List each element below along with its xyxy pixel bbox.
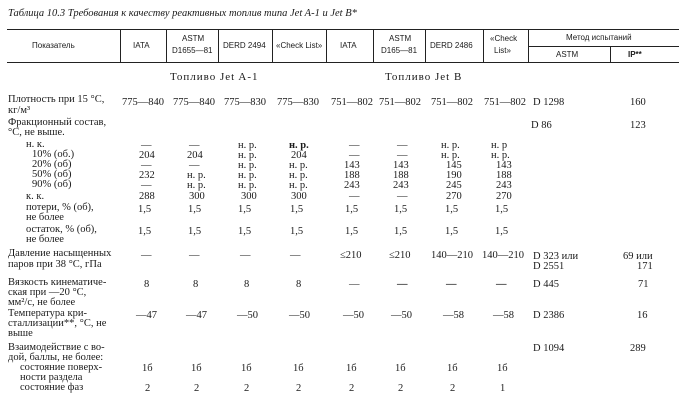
method-ip-water: 289 <box>630 343 646 354</box>
table-cell: — <box>496 279 507 290</box>
table-cell: 8 <box>144 279 150 290</box>
table-cell: н. р. <box>238 180 257 191</box>
table-cell: 751—802 <box>484 97 526 108</box>
table-cell: 190 <box>446 170 462 181</box>
table-cell: 232 <box>139 170 155 181</box>
table-cell: — <box>189 140 200 151</box>
table-cell: 204 <box>187 150 203 161</box>
method-ip-visc: 71 <box>638 279 649 290</box>
table-cell: —50 <box>237 310 258 321</box>
table-cell: 751—802 <box>431 97 473 108</box>
table-cell: 1б <box>346 363 357 374</box>
table-cell: 1,5 <box>345 226 359 237</box>
table-cell: 1б <box>395 363 406 374</box>
table-cell: 145 <box>446 160 462 171</box>
table-cell: 2 <box>450 383 456 394</box>
label-vapor-pressure: Давление насыщенных <box>8 248 112 259</box>
label-10pct: 10% (об.) <box>32 149 75 160</box>
table-cell: 1,5 <box>290 204 304 215</box>
header-divider <box>610 46 611 63</box>
method-ip-vp-2: 171 <box>637 261 653 272</box>
table-caption: Таблица 10.3 Требования к качеству реактивных топлив типа Jet A-1 и Jet B* <box>8 8 357 19</box>
table-cell: 2 <box>349 383 355 394</box>
table-cell: — <box>397 150 408 161</box>
label-fractional: Фракционный состав, <box>8 117 107 128</box>
table-cell: 300 <box>291 191 307 202</box>
table-cell: ≤210 <box>389 250 411 261</box>
table-cell: 300 <box>241 191 257 202</box>
table-cell: 300 <box>189 191 205 202</box>
label-water-2: дой, баллы, не более: <box>8 352 104 363</box>
table-cell: 270 <box>496 191 512 202</box>
table-cell: н. р. <box>289 140 309 151</box>
table-cell: — <box>349 140 360 151</box>
col-header-test-method: Метод испытаний <box>566 33 632 42</box>
method-astm-vp-1: D 323 или <box>533 251 579 262</box>
header-bottom-rule <box>7 62 679 63</box>
table-cell: 1,5 <box>495 226 509 237</box>
table-cell: —50 <box>289 310 310 321</box>
table-cell: н. р. <box>441 150 460 161</box>
table-cell: 143 <box>496 160 512 171</box>
table-cell: 2 <box>244 383 250 394</box>
table-cell: 1,5 <box>188 204 202 215</box>
table-cell: н. р. <box>238 160 257 171</box>
method-ip-vp-1: 69 или <box>623 251 653 262</box>
table-cell: 2 <box>194 383 200 394</box>
table-cell: 1,5 <box>238 226 252 237</box>
table-cell: 140—210 <box>431 250 473 261</box>
header-divider <box>528 29 529 63</box>
table-cell: н. р. <box>491 150 510 161</box>
table-cell: — <box>189 250 200 261</box>
col-header-astm: ASTM <box>182 34 205 43</box>
table-cell: — <box>349 279 360 290</box>
table-cell: — <box>349 191 360 202</box>
table-cell: 188 <box>344 170 360 181</box>
table-cell: —47 <box>136 310 157 321</box>
table-cell: 1,5 <box>238 204 252 215</box>
table-cell: — <box>141 180 152 191</box>
table-cell: — <box>397 140 408 151</box>
col-header-astm-b: ASTM <box>389 34 412 43</box>
table-cell: 243 <box>344 180 360 191</box>
table-cell: — <box>397 191 408 202</box>
table-cell: 270 <box>446 191 462 202</box>
method-astm-density: D 1298 <box>533 97 565 108</box>
table-cell: 1,5 <box>138 226 152 237</box>
col-header-method-ip: IP** <box>628 50 642 59</box>
table-cell: 1,5 <box>445 204 459 215</box>
table-cell: 143 <box>393 160 409 171</box>
header-divider <box>272 29 273 63</box>
label-viscosity: Вязкость кинематиче- <box>8 277 107 288</box>
method-astm-frac: D 86 <box>531 120 552 131</box>
table-cell: 204 <box>291 150 307 161</box>
table-cell: 1,5 <box>394 226 408 237</box>
table-cell: — <box>349 150 360 161</box>
header-divider <box>218 29 219 63</box>
table-cell: 2 <box>296 383 302 394</box>
table-cell: 143 <box>344 160 360 171</box>
col-header-check: «Check <box>490 34 518 43</box>
table-cell: 1,5 <box>394 204 408 215</box>
header-divider <box>120 29 121 63</box>
table-cell: 1,5 <box>290 226 304 237</box>
table-cell: 775—830 <box>224 97 266 108</box>
label-viscosity-2: ская при —20 °С, <box>8 287 87 298</box>
label-loss: потери, % (об), <box>26 202 94 213</box>
table-cell: 2 <box>398 383 404 394</box>
label-residue: остаток, % (об), <box>26 224 97 235</box>
table-cell: 288 <box>139 191 155 202</box>
method-ip-frac: 123 <box>630 120 646 131</box>
table-cell: н. р. <box>187 170 206 181</box>
label-density: Плотность при 15 °С, <box>8 94 105 105</box>
header-divider <box>425 29 426 63</box>
table-cell: 8 <box>193 279 199 290</box>
table-cell: 775—840 <box>173 97 215 108</box>
table-cell: 1б <box>142 363 153 374</box>
table-cell: н. р. <box>238 170 257 181</box>
header-divider <box>166 29 167 63</box>
method-astm-vp-2: D 2551 <box>533 261 565 272</box>
col-header-derd-2494: DERD 2494 <box>223 41 266 50</box>
table-cell: —58 <box>443 310 464 321</box>
col-header-list: List» <box>494 46 511 55</box>
col-header-indicator: Показатель <box>32 41 75 50</box>
label-vapor-pressure-2: паров при 38 °С, гПа <box>8 259 102 270</box>
label-phase: состояние фаз <box>20 382 84 393</box>
label-fbp: к. к. <box>26 191 45 202</box>
table-cell: — <box>141 140 152 151</box>
method-ip-density: 160 <box>630 97 646 108</box>
col-header-derd-2486: DERD 2486 <box>430 41 473 50</box>
table-cell: н. р. <box>441 140 460 151</box>
label-viscosity-3: мм²/с, не более <box>8 297 76 308</box>
table-cell: 8 <box>296 279 302 290</box>
table-cell: 1 <box>500 383 506 394</box>
table-cell: 188 <box>496 170 512 181</box>
label-density-unit: кг/м³ <box>8 105 31 116</box>
table-cell: н. р. <box>289 180 308 191</box>
label-surface-2: ности раздела <box>20 372 83 383</box>
method-astm-cryst: D 2386 <box>533 310 565 321</box>
label-fractional-2: °С, не выше. <box>8 127 65 138</box>
table-cell: — <box>141 250 152 261</box>
table-cell: —50 <box>343 310 364 321</box>
method-astm-water: D 1094 <box>533 343 565 354</box>
table-cell: 204 <box>139 150 155 161</box>
col-header-astm-b-code: D165—81 <box>381 46 418 55</box>
label-90pct: 90% (об) <box>32 179 72 190</box>
table-cell: 1б <box>241 363 252 374</box>
table-cell: 1б <box>447 363 458 374</box>
col-header-checklist: «Check List» <box>276 41 323 50</box>
table-cell: 1,5 <box>345 204 359 215</box>
header-divider <box>483 29 484 63</box>
label-ibp: н. к. <box>26 139 45 150</box>
table-cell: 1б <box>497 363 508 374</box>
fuel-title-jet-b: Топливо Jet B <box>385 71 463 83</box>
label-crystallization-3: выше <box>8 328 33 339</box>
table-cell: 245 <box>446 180 462 191</box>
label-residue-2: не более <box>26 234 64 245</box>
table-cell: —47 <box>186 310 207 321</box>
table-cell: —58 <box>493 310 514 321</box>
table-cell: 1б <box>293 363 304 374</box>
label-loss-2: не более <box>26 212 64 223</box>
table-cell: н. р. <box>238 140 257 151</box>
table-cell: ≤210 <box>340 250 362 261</box>
table-cell: 1,5 <box>138 204 152 215</box>
method-astm-visc: D 445 <box>533 279 559 290</box>
table-cell: 1,5 <box>445 226 459 237</box>
label-crystallization: Температура кри- <box>8 308 87 319</box>
table-cell: 2 <box>145 383 151 394</box>
table-cell: —50 <box>391 310 412 321</box>
method-sub-rule <box>528 46 679 47</box>
table-cell: — <box>141 160 152 171</box>
label-20pct: 20% (об) <box>32 159 72 170</box>
col-header-iata: IATA <box>133 41 150 50</box>
table-cell: н. р <box>491 140 508 151</box>
table-cell: — <box>290 250 301 261</box>
table-cell: 775—840 <box>122 97 164 108</box>
table-cell: 751—802 <box>331 97 373 108</box>
header-divider <box>373 29 374 63</box>
table-cell: н. р. <box>238 150 257 161</box>
label-crystallization-2: сталлизации**, °С, не <box>8 318 107 329</box>
label-water: Взаимодействие с во- <box>8 342 105 353</box>
table-cell: 775—830 <box>277 97 319 108</box>
table-cell: н. р. <box>187 180 206 191</box>
table-cell: 1,5 <box>188 226 202 237</box>
label-surface: состояние поверх- <box>20 362 103 373</box>
table-cell: 243 <box>496 180 512 191</box>
table-cell: 1б <box>191 363 202 374</box>
header-divider <box>326 29 327 63</box>
table-cell: — <box>189 160 200 171</box>
table-cell: — <box>397 279 408 290</box>
table-cell: н. р. <box>289 160 308 171</box>
col-header-method-astm: ASTM <box>556 50 579 59</box>
table-cell: 140—210 <box>482 250 524 261</box>
col-header-iata-b: IATA <box>340 41 357 50</box>
table-cell: 1,5 <box>495 204 509 215</box>
table-cell: 188 <box>393 170 409 181</box>
table-cell: н. р. <box>289 170 308 181</box>
method-ip-cryst: 16 <box>637 310 648 321</box>
table-cell: 8 <box>244 279 250 290</box>
table-cell: — <box>446 279 457 290</box>
table-cell: — <box>240 250 251 261</box>
table-cell: 243 <box>393 180 409 191</box>
table-cell: 751—802 <box>379 97 421 108</box>
label-50pct: 50% (об) <box>32 169 72 180</box>
col-header-astm-code: D1655—81 <box>172 46 213 55</box>
fuel-title-jet-a1: Топливо Jet A-1 <box>170 71 259 83</box>
header-top-rule <box>7 29 679 30</box>
